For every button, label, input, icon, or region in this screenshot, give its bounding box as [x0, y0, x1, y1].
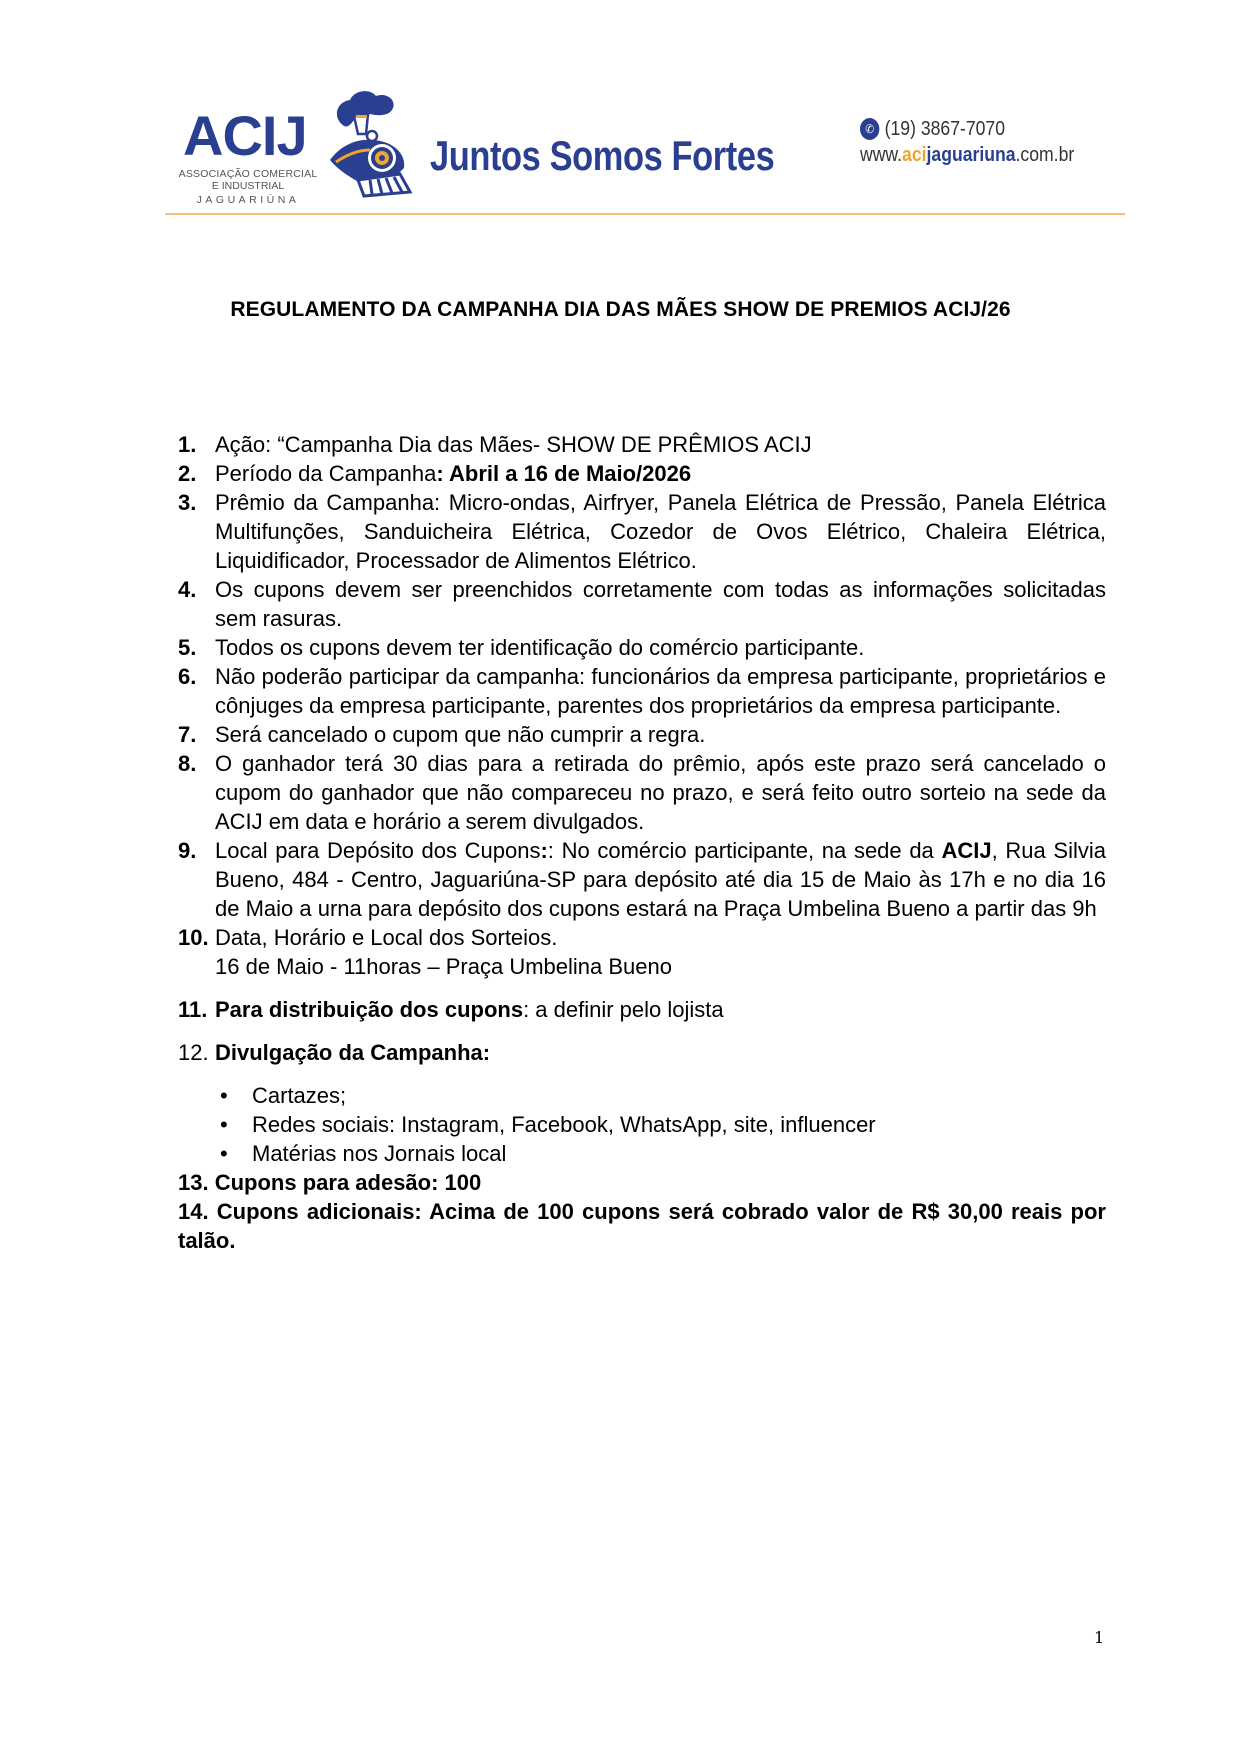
- item-text: Os cupons devem ser preenchidos corretamente com todas as informações solicitadas sem rasuras.: [215, 577, 1106, 631]
- item-colon: :: [540, 838, 548, 863]
- item-text-part3: , Rua Silvia Bueno, 484 - Centro, Jaguariúna-SP para depósito até dia 15 de Maio às 17h e no dia 16 de Maio a urna para depósito dos cupons estará na Praça Umbelina Bueno a partir das 9h: [215, 838, 1106, 921]
- bullet-icon: •: [220, 1083, 228, 1108]
- logo-subtitle-line1: ASSOCIAÇÃO COMERCIAL: [178, 168, 318, 180]
- rule-item-11: [178, 995, 1106, 1024]
- item-number: 10.: [178, 925, 209, 950]
- logo-subtitle-line2: E INDUSTRIAL: [211, 180, 285, 192]
- rule-item-5: [178, 633, 1106, 662]
- item-text-line2: 16 de Maio - 11horas – Praça Umbelina Bueno: [215, 954, 672, 979]
- website-accent: aci: [902, 144, 927, 166]
- rule-item-13: [178, 1168, 1106, 1197]
- rule-item-2: [178, 459, 1106, 488]
- item-text: Prêmio da Campanha: Micro-ondas, Airfryer, Panela Elétrica de Pressão, Panela Elétrica Multifunções, Sanduicheira Elétrica, Cozedor de Ovos Elétrico, Chaleira Elétrica, Liquidificador, Processador de Alimentos Elétrico.: [215, 490, 1106, 573]
- rule-item-3: [178, 488, 1106, 575]
- item-text: : a definir pelo lojista: [523, 997, 724, 1022]
- bullet-item: • Cartazes;: [220, 1083, 347, 1108]
- item-number: 12.: [178, 1040, 209, 1065]
- website-link[interactable]: [860, 142, 1074, 168]
- train-logo-icon: [322, 88, 414, 198]
- website-brand: jaguariuna: [926, 144, 1016, 166]
- bullet-item: • Matérias nos Jornais local: [220, 1141, 507, 1166]
- slogan: Juntos Somos Fortes: [430, 132, 775, 179]
- item-number: 6.: [178, 664, 197, 689]
- item-bold-acij: ACIJ: [941, 838, 992, 863]
- rule-item-12: [178, 1038, 1106, 1067]
- item-text: Cupons adicionais: Acima de 100 cupons será cobrado valor de R$ 30,00 reais por talão.: [178, 1199, 1106, 1253]
- item-label: Período da Campanha: [215, 461, 437, 486]
- rule-item-1: [178, 430, 1106, 459]
- header-divider: [165, 213, 1125, 215]
- item-number: 8.: [178, 751, 197, 776]
- item-number: 2.: [178, 461, 197, 486]
- phone-icon: ✆: [860, 118, 879, 140]
- item-number: 11.: [178, 997, 208, 1022]
- item-number: 13.: [178, 1170, 209, 1195]
- rule-item-8: [178, 749, 1106, 836]
- page-number: 1: [1094, 1628, 1105, 1647]
- regulation-list: [178, 430, 1106, 1255]
- rule-item-6: [178, 662, 1106, 720]
- item-number: 7.: [178, 722, 197, 747]
- document-title: REGULAMENTO DA CAMPANHA DIA DAS MÃES SHOW DE PREMIOS ACIJ/26: [230, 298, 1011, 321]
- item-number: 5.: [178, 635, 197, 660]
- item-bold-label: Para distribuição dos cupons: [215, 997, 524, 1022]
- item-bold-label: Divulgação da Campanha:: [215, 1040, 491, 1065]
- item-number: 1.: [178, 432, 197, 457]
- rule-item-14: [178, 1197, 1106, 1255]
- item-text: Data, Horário e Local dos Sorteios.: [215, 925, 558, 950]
- campaign-period: : Abril a 16 de Maio/2026: [436, 461, 692, 486]
- item-text: Será cancelado o cupom que não cumprir a regra.: [215, 722, 706, 747]
- logo-subtitle-line3: JAGUARIÚNA: [196, 194, 300, 206]
- bullet-icon: •: [220, 1141, 228, 1166]
- rule-item-10: [178, 923, 1106, 981]
- website-prefix: www.: [860, 144, 903, 166]
- item-number: 4.: [178, 577, 197, 602]
- rule-item-9: [178, 836, 1106, 923]
- contact-info: [860, 116, 1103, 168]
- item-number: 9.: [178, 838, 197, 863]
- phone-row: [860, 116, 1074, 142]
- item-text: Todos os cupons devem ter identificação do comércio participante.: [215, 635, 865, 660]
- letterhead: [165, 88, 1125, 213]
- item-number: 14.: [178, 1199, 209, 1224]
- item-text-part1: Local para Depósito dos Cupons: [215, 838, 541, 863]
- item-text: Cupons para adesão: 100: [214, 1170, 482, 1195]
- rule-item-7: [178, 720, 1106, 749]
- item-text: Ação: “Campanha Dia das Mães- SHOW DE PRÊMIOS ACIJ: [215, 432, 812, 457]
- acij-logo-text: ACIJ: [183, 104, 307, 167]
- rule-item-4: [178, 575, 1106, 633]
- website-suffix: .com.br: [1015, 144, 1075, 166]
- item-text: Não poderão participar da campanha: funcionários da empresa participante, proprietários e cônjuges da empresa participante, parentes dos proprietários da empresa participante.: [215, 664, 1106, 718]
- promotion-channels-list: [178, 1081, 1106, 1168]
- item-number: 3.: [178, 490, 197, 515]
- item-text-part2: : No comércio participante, na sede da: [547, 838, 942, 863]
- phone-number: (19) 3867-7070: [884, 118, 1006, 140]
- item-text: O ganhador terá 30 dias para a retirada do prêmio, após este prazo será cancelado o cupom do ganhador que não compareceu no prazo, e será feito outro sorteio na sede da ACIJ em data e horário a serem divulgados.: [215, 751, 1106, 834]
- bullet-icon: •: [220, 1112, 228, 1137]
- bullet-item: • Redes sociais: Instagram, Facebook, WhatsApp, site, influencer: [220, 1112, 876, 1137]
